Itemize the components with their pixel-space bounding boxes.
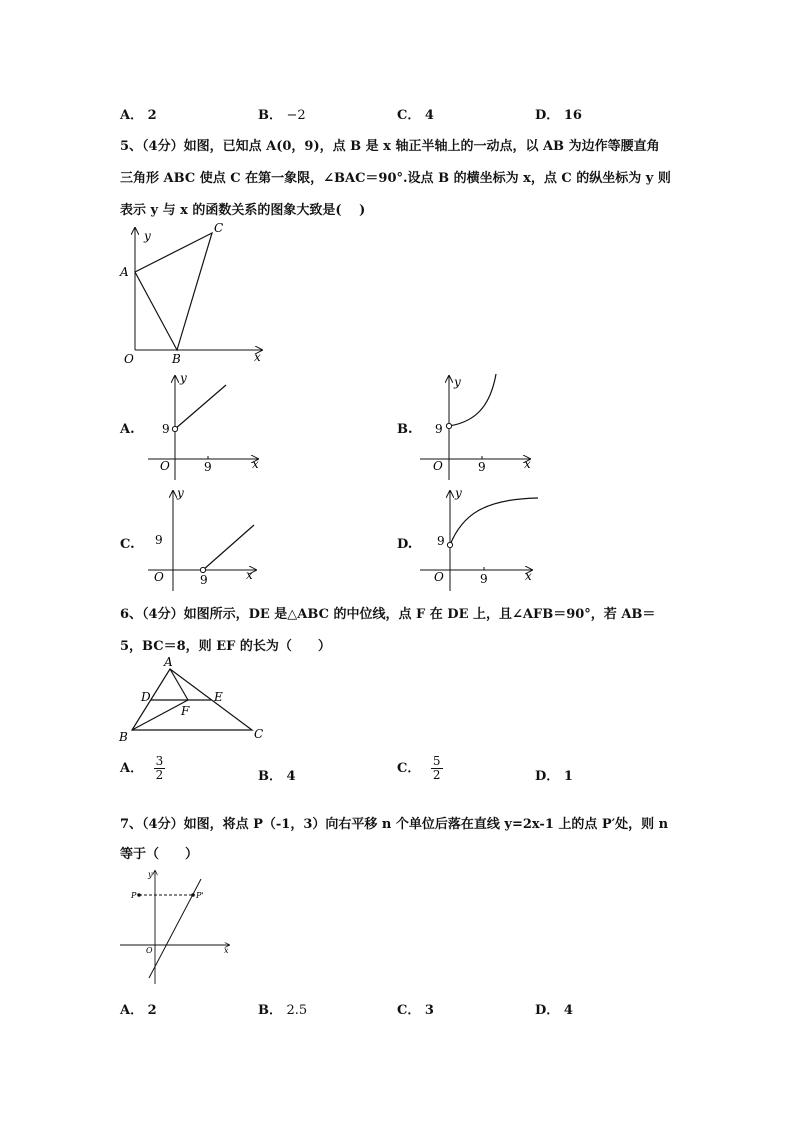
open-point xyxy=(447,542,452,547)
origin-label: O xyxy=(146,946,153,955)
q5-option-c-graph xyxy=(140,485,265,593)
y-axis-label: y xyxy=(180,371,187,385)
y-intercept-label: 9 xyxy=(435,422,443,436)
q5-stem-line3: 表示 y 与 x 的函数关系的图象大致是( ) xyxy=(120,203,366,218)
point-p-prime xyxy=(191,893,195,897)
q6-stem-line2: 5，BC＝8，则 EF 的长为（ ） xyxy=(120,639,331,654)
q4-option-b[interactable]: B． −2 xyxy=(258,108,306,123)
point-p-label: P xyxy=(131,891,137,900)
segment-af xyxy=(170,669,188,700)
q6-stem-line1: 6、（4分）如图所示，DE 是△ABC 的中位线，点 F 在 DE 上，且∠AFB＝90°，若 AB＝ xyxy=(120,607,656,622)
q5-option-c[interactable]: C. xyxy=(120,537,135,552)
q7-figure xyxy=(115,866,240,986)
fraction: $\frac{5}{2}$ xyxy=(432,754,441,782)
x-tick-label: 9 xyxy=(204,460,212,474)
open-point xyxy=(446,423,451,428)
q7-stem-line1: 7、（4分）如图，将点 P（-1，3）向右平移 n 个单位后落在直线 y=2x-1 上的点 P′处，则 n xyxy=(120,817,669,832)
origin-label: O xyxy=(160,459,170,473)
y-intercept-label: 9 xyxy=(437,534,445,548)
x-axis-label: x xyxy=(254,350,261,364)
q5-option-a[interactable]: A. xyxy=(120,422,135,437)
x-tick-label: 9 xyxy=(478,460,486,474)
point-c-label: C xyxy=(214,221,224,235)
open-point xyxy=(200,567,205,572)
q6-triangle-figure xyxy=(115,655,275,745)
q5-option-b[interactable]: B. xyxy=(397,422,413,437)
point-p xyxy=(137,893,141,897)
origin-label: O xyxy=(433,459,443,473)
q6-option-b[interactable]: B． 4 xyxy=(258,769,296,784)
q4-option-a[interactable]: A． 2 xyxy=(120,108,157,123)
q5-option-d-graph xyxy=(412,485,542,593)
q6-option-a[interactable]: A． $\frac{3}{2}$ xyxy=(120,754,164,782)
x-axis-label: x xyxy=(525,569,532,583)
x-axis-label: x xyxy=(246,568,253,582)
graph-line xyxy=(175,385,226,429)
open-point xyxy=(172,426,177,431)
x-axis-label: x xyxy=(524,457,531,471)
q7-option-a[interactable]: A． 2 xyxy=(120,1003,157,1018)
y-level-label: 9 xyxy=(155,533,163,547)
q5-option-d[interactable]: D. xyxy=(397,537,413,552)
point-c-label: C xyxy=(254,727,264,741)
q5-option-b-graph xyxy=(412,370,537,482)
segment-bf xyxy=(132,700,188,730)
point-p-prime-label: P' xyxy=(196,891,204,900)
point-d-label: D xyxy=(141,690,151,704)
q6-option-c[interactable]: C． $\frac{5}{2}$ xyxy=(397,754,441,782)
q5-stem-line1: 5、（4分）如图，已知点 A(0，9)，点 B 是 x 轴正半轴上的一动点，以 AB 为边作等腰直角 xyxy=(120,139,660,154)
q7-option-d[interactable]: D． 4 xyxy=(535,1003,573,1018)
triangle-abc xyxy=(135,233,212,350)
q5-stem-line2: 三角形 ABC 使点 C 在第一象限，∠BAC＝90°.设点 B 的横坐标为 x，点 C 的纵坐标为 y 则 xyxy=(120,171,671,186)
q5-option-a-graph xyxy=(140,370,265,482)
x-tick-label: 9 xyxy=(200,573,208,587)
origin-label: O xyxy=(124,352,134,366)
q4-option-d[interactable]: D． 16 xyxy=(535,108,582,123)
y-axis-label: y xyxy=(144,229,151,243)
q5-main-figure xyxy=(110,218,270,368)
y-axis-label: y xyxy=(177,486,184,500)
point-b-label: B xyxy=(119,730,128,744)
graph-curve xyxy=(450,498,538,545)
point-e-label: E xyxy=(214,690,223,704)
y-axis-label: y xyxy=(455,486,462,500)
q7-stem-line2: 等于（ ） xyxy=(120,847,199,862)
q7-option-c[interactable]: C． 3 xyxy=(397,1003,434,1018)
x-axis-label: x xyxy=(224,946,229,955)
y-axis-label: y xyxy=(148,870,153,879)
y-intercept-label: 9 xyxy=(162,422,170,436)
graph-line xyxy=(203,525,254,570)
origin-label: O xyxy=(434,570,444,584)
point-f-label: F xyxy=(181,704,190,718)
y-axis-label: y xyxy=(454,375,461,389)
point-a-label: A xyxy=(120,265,129,279)
q4-option-c[interactable]: C． 4 xyxy=(397,108,434,123)
point-b-label: B xyxy=(172,352,181,366)
point-a-label: A xyxy=(164,655,173,669)
q6-option-d[interactable]: D． 1 xyxy=(535,769,573,784)
q7-option-b[interactable]: B． 2.5 xyxy=(258,1003,308,1018)
fraction: $\frac{3}{2}$ xyxy=(155,754,164,782)
x-axis-label: x xyxy=(252,457,259,471)
x-tick-label: 9 xyxy=(480,572,488,586)
origin-label: O xyxy=(154,570,164,584)
